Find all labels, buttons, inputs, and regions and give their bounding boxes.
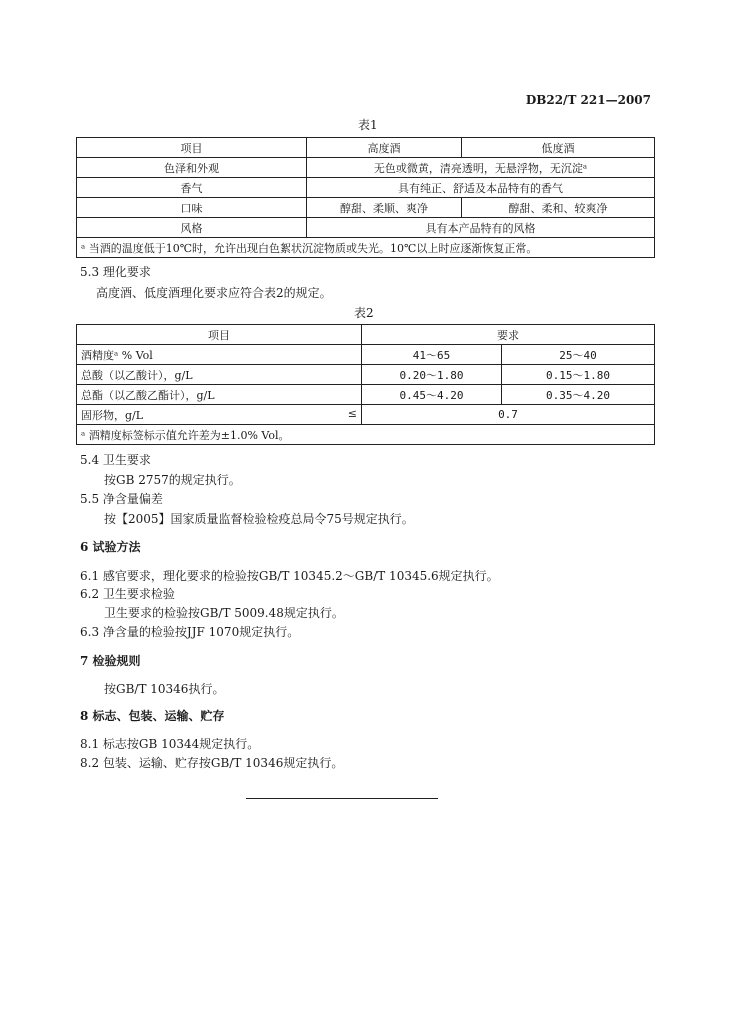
section-5-5-text: 按【2005】国家质量监督检验检疫总局令75号规定执行。 [104,512,414,526]
table-cell: 41～65 [362,345,502,365]
table-cell: 无色或微黄，清亮透明，无悬浮物，无沉淀ᵃ [307,158,655,178]
table-header: 低度酒 [462,138,655,158]
table-cell: 风格 [77,218,307,238]
table-cell [77,405,362,425]
section-6-2-heading: 6.2 卫生要求检验 [80,587,175,601]
table-cell: 醇甜、柔顺、爽净 [307,198,462,218]
table-row [77,178,655,198]
section-5-4-heading: 5.4 卫生要求 [80,453,151,467]
table-row [77,158,655,178]
section-6-3-text: 6.3 净含量的检验按JJF 1070规定执行。 [80,625,300,639]
table-cell: 香气 [77,178,307,198]
table-cell: 具有纯正、舒适及本品特有的香气 [307,178,655,198]
section-6-1-text: 6.1 感官要求，理化要求的检验按GB/T 10345.2～GB/T 10345.6规定执行。 [80,569,499,583]
section-6-2-text: 卫生要求的检验按GB/T 5009.48规定执行。 [104,606,344,620]
table-cell: 25～40 [502,345,655,365]
table-row [77,345,655,365]
table-cell: 0.20～1.80 [362,365,502,385]
table-cell: 醇甜、柔和、较爽净 [462,198,655,218]
document-code: DB22/T 221—2007 [525,93,651,107]
section-5-3-heading: 5.3 理化要求 [80,265,151,279]
table-header: 高度酒 [307,138,462,158]
table-row [77,405,655,425]
table-row [77,218,655,238]
section-8-2-text: 8.2 包装、运输、贮存按GB/T 10346规定执行。 [80,756,344,770]
table-cell: 酒精度ᵃ % Vol [77,345,362,365]
section-7-heading: 7 检验规则 [80,654,141,668]
table-header: 要求 [362,325,655,345]
table-cell: 0.7 [362,405,655,425]
section-7-text: 按GB/T 10346执行。 [104,682,225,696]
table-row [77,138,655,158]
table-cell: 具有本产品特有的风格 [307,218,655,238]
table-cell: 总酯（以乙酸乙酯计），g/L [77,385,362,405]
table2 [76,324,655,445]
less-equal-symbol: ≤ [347,406,357,420]
table-header: 项目 [77,138,307,158]
section-5-5-heading: 5.5 净含量偏差 [80,492,163,506]
table-row [77,425,655,445]
table-cell: 0.15～1.80 [502,365,655,385]
table2-caption: 表2 [354,306,374,320]
end-rule [246,798,438,799]
table-cell: 口味 [77,198,307,218]
table-row [77,385,655,405]
section-6-heading: 6 试验方法 [80,540,141,554]
table-cell: 总酸（以乙酸计），g/L [77,365,362,385]
section-5-4-text: 按GB 2757的规定执行。 [104,473,241,487]
table-cell: 0.45～4.20 [362,385,502,405]
section-8-heading: 8 标志、包装、运输、贮存 [80,709,225,723]
section-5-3-text: 高度酒、低度酒理化要求应符合表2的规定。 [96,286,332,300]
table-row [77,325,655,345]
table2-note: ᵃ 酒精度标签标示值允许差为±1.0% Vol。 [77,425,655,445]
solids-label: 固形物，g/L [81,408,144,422]
table-row [77,238,655,258]
section-8-1-text: 8.1 标志按GB 10344规定执行。 [80,737,260,751]
table1 [76,137,655,258]
table-row [77,198,655,218]
table-cell: 0.35～4.20 [502,385,655,405]
table1-caption: 表1 [358,118,378,132]
table-cell: 色泽和外观 [77,158,307,178]
table1-note: ᵃ 当酒的温度低于10℃时，允许出现白色絮状沉淀物质或失光。10℃以上时应逐渐恢复正常。 [77,238,655,258]
table-header: 项目 [77,325,362,345]
table-row [77,365,655,385]
